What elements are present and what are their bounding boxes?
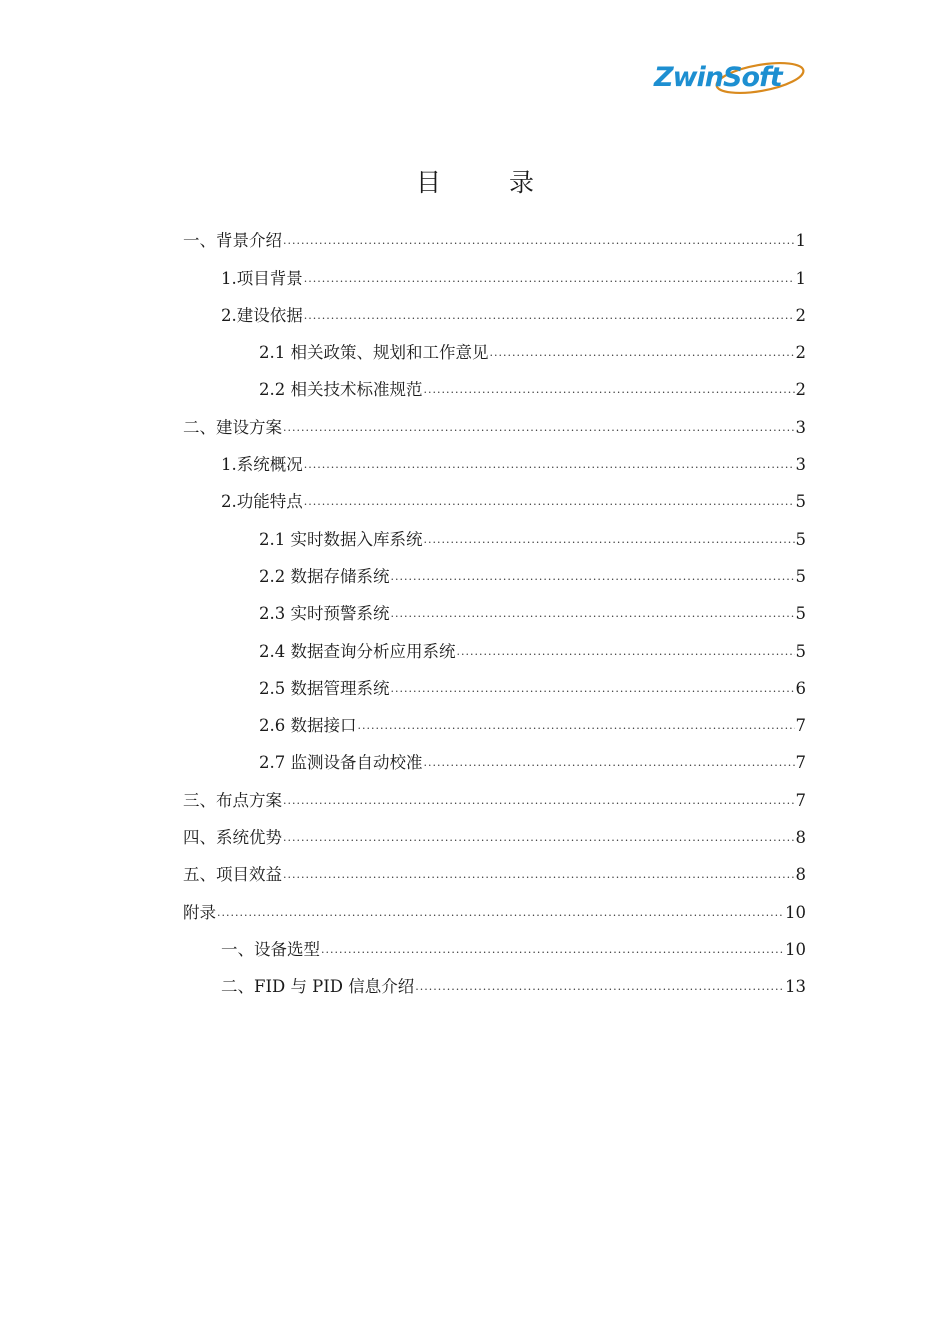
- toc-entry-page: 13: [785, 977, 806, 997]
- toc-entry-page: 2: [795, 380, 806, 400]
- toc-leader-dots: [283, 868, 795, 882]
- toc-entry-page: 5: [795, 641, 806, 661]
- toc-entry[interactable]: [183, 400, 806, 437]
- toc-entry-page: 1: [795, 231, 806, 251]
- toc-entry-page: 7: [795, 716, 806, 736]
- toc-leader-dots: [283, 831, 795, 845]
- zwinsoft-logo: [652, 56, 808, 98]
- toc-entry-page: 2: [795, 343, 806, 363]
- toc-entry-page: 8: [795, 828, 806, 848]
- toc-leader-dots: [391, 607, 795, 621]
- toc-entry[interactable]: [183, 587, 806, 624]
- toc-entry-page: 5: [795, 604, 806, 624]
- toc-entry[interactable]: [183, 885, 806, 922]
- toc-entry-label: 2.1 相关政策、规划和工作意见: [259, 343, 489, 363]
- toc-entry-label: 三、布点方案: [183, 790, 282, 810]
- toc-entry-label: 2.5 数据管理系统: [259, 678, 390, 698]
- toc-leader-dots: [490, 346, 795, 360]
- toc-entry-page: 5: [795, 566, 806, 586]
- toc-title: 目 录: [416, 168, 564, 197]
- toc-entry-label: 二、建设方案: [183, 417, 282, 437]
- toc-entry[interactable]: [183, 550, 806, 587]
- toc-leader-dots: [321, 943, 784, 957]
- toc-entry-label: 四、系统优势: [183, 828, 282, 848]
- toc-leader-dots: [304, 495, 795, 509]
- toc-leader-dots: [424, 383, 795, 397]
- toc-entry[interactable]: [183, 438, 806, 475]
- toc-entry-label: 2.2 数据存储系统: [259, 566, 390, 586]
- toc-entry-label: 1.项目背景: [221, 268, 303, 288]
- toc-entry-label: 二、FID 与 PID 信息介绍: [221, 977, 415, 997]
- toc-entry-label: 2.3 实时预警系统: [259, 604, 390, 624]
- toc-entry[interactable]: [183, 960, 806, 997]
- toc-entry[interactable]: [183, 363, 806, 400]
- toc-entry-page: 8: [795, 865, 806, 885]
- toc-leader-dots: [283, 794, 795, 808]
- toc-entry-page: 5: [795, 529, 806, 549]
- toc-entry-page: 6: [795, 678, 806, 698]
- toc-entry-label: 一、背景介绍: [183, 231, 282, 251]
- toc-leader-dots: [304, 272, 795, 286]
- toc-entry[interactable]: [183, 214, 806, 251]
- toc-entry[interactable]: [183, 699, 806, 736]
- toc-entry[interactable]: [183, 289, 806, 326]
- table-of-contents: [183, 214, 806, 997]
- toc-entry-page: 7: [795, 790, 806, 810]
- toc-entry[interactable]: [183, 512, 806, 549]
- toc-entry-page: 7: [795, 753, 806, 773]
- toc-entry-page: 3: [795, 417, 806, 437]
- toc-entry-label: 2.建设依据: [221, 305, 303, 325]
- toc-entry[interactable]: [183, 251, 806, 288]
- toc-leader-dots: [415, 980, 784, 994]
- toc-entry-label: 2.1 实时数据入库系统: [259, 529, 423, 549]
- toc-entry-label: 2.功能特点: [221, 492, 303, 512]
- toc-leader-dots: [424, 756, 795, 770]
- toc-entry-label: 附录: [183, 902, 216, 922]
- toc-leader-dots: [457, 645, 795, 659]
- toc-entry-label: 2.2 相关技术标准规范: [259, 380, 423, 400]
- toc-entry-page: 2: [795, 305, 806, 325]
- toc-entry[interactable]: [183, 773, 806, 810]
- toc-entry[interactable]: [183, 326, 806, 363]
- toc-entry-page: 10: [785, 902, 806, 922]
- toc-leader-dots: [304, 309, 795, 323]
- toc-entry-page: 3: [795, 455, 806, 475]
- toc-entry[interactable]: [183, 736, 806, 773]
- toc-leader-dots: [217, 906, 784, 920]
- toc-leader-dots: [358, 719, 795, 733]
- toc-entry-page: 10: [785, 939, 806, 959]
- toc-entry[interactable]: [183, 848, 806, 885]
- toc-entry[interactable]: [183, 923, 806, 960]
- toc-entry[interactable]: [183, 624, 806, 661]
- toc-leader-dots: [424, 533, 795, 547]
- toc-entry[interactable]: [183, 811, 806, 848]
- toc-entry-label: 五、项目效益: [183, 865, 282, 885]
- toc-leader-dots: [391, 682, 795, 696]
- toc-entry-page: 5: [795, 492, 806, 512]
- toc-leader-dots: [283, 421, 795, 435]
- toc-entry[interactable]: [183, 662, 806, 699]
- svg-text:ZwinSoft: ZwinSoft: [654, 62, 782, 93]
- toc-entry-label: 1.系统概况: [221, 455, 303, 475]
- toc-entry-label: 2.4 数据查询分析应用系统: [259, 641, 456, 661]
- toc-leader-dots: [304, 458, 795, 472]
- toc-entry-label: 2.7 监测设备自动校准: [259, 753, 423, 773]
- toc-entry[interactable]: [183, 475, 806, 512]
- toc-leader-dots: [283, 234, 795, 248]
- toc-leader-dots: [391, 570, 795, 584]
- toc-entry-label: 一、设备选型: [221, 939, 320, 959]
- toc-entry-label: 2.6 数据接口: [259, 716, 357, 736]
- toc-entry-page: 1: [795, 268, 806, 288]
